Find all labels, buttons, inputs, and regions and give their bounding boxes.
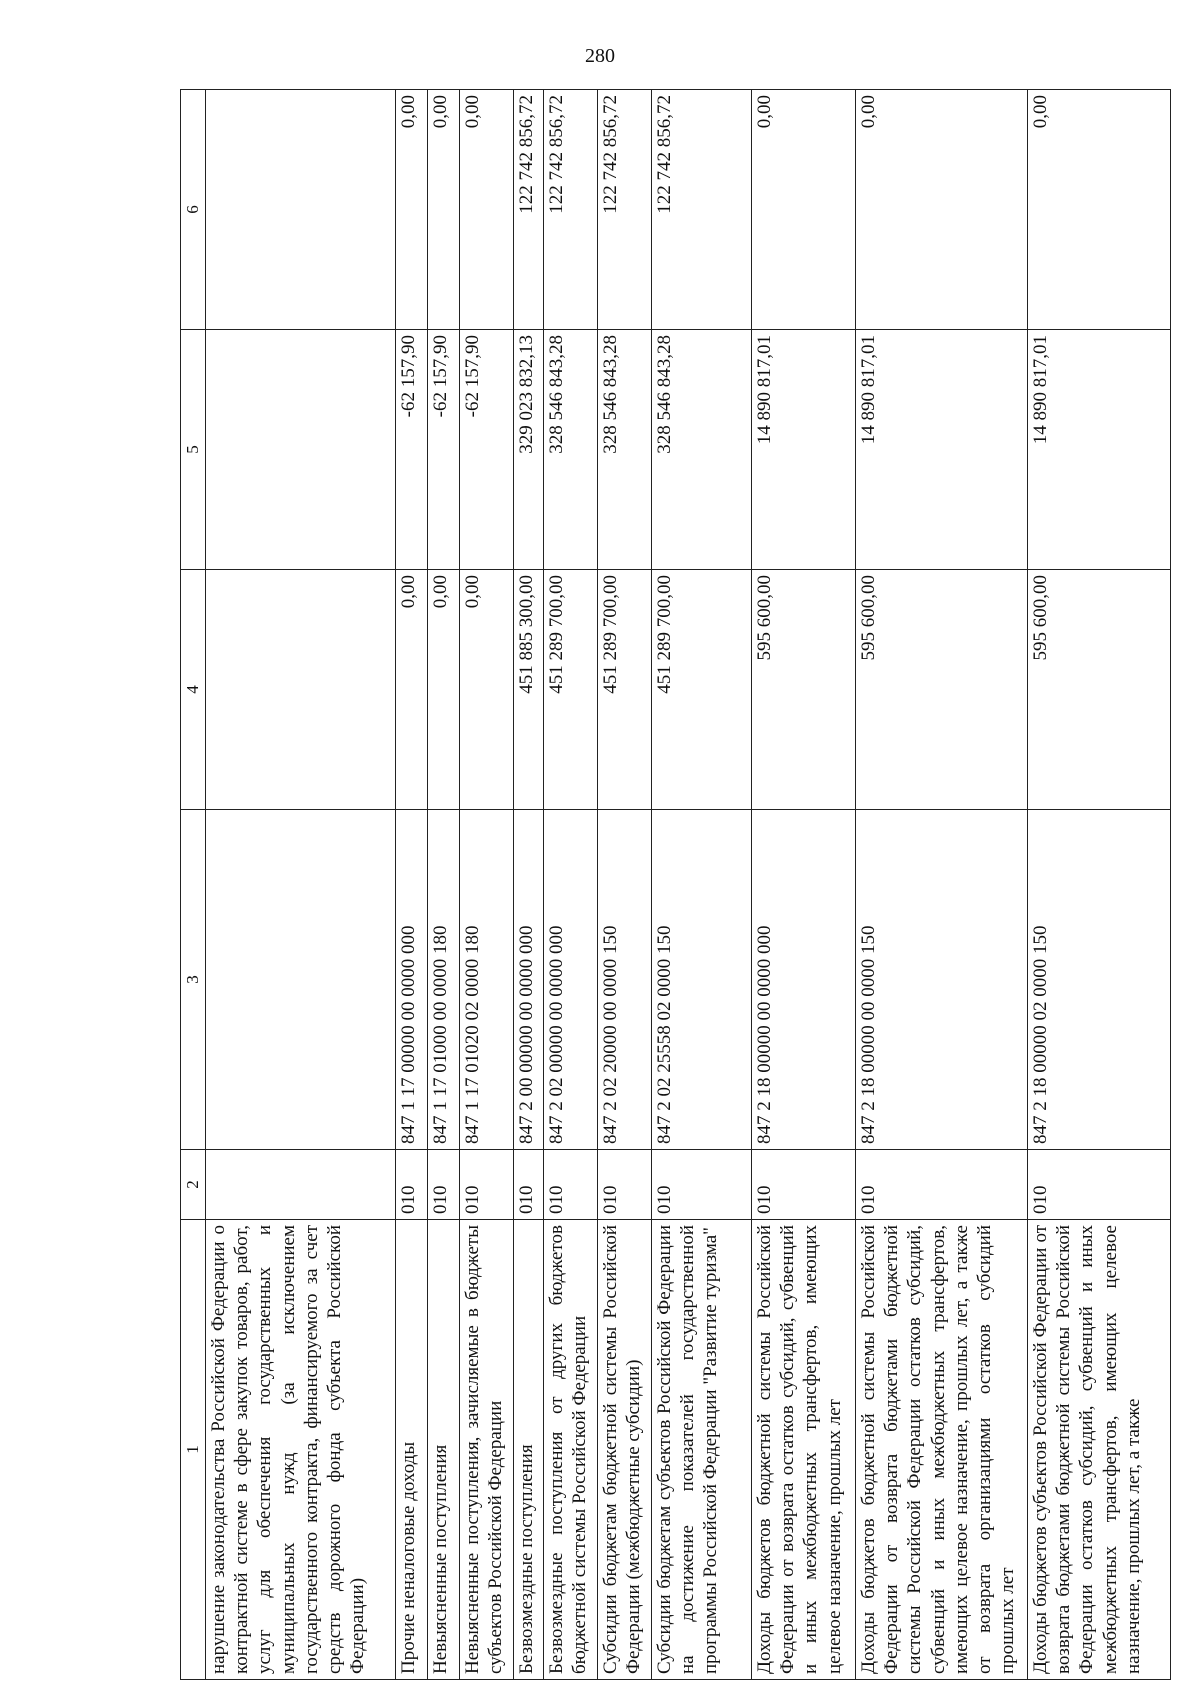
row-col4: 451 289 700,00 — [544, 570, 598, 810]
row-col4: 595 600,00 — [1028, 570, 1171, 810]
row-name: Доходы бюджетов бюджетной системы Российской Федерации от возврата бюджетами бюджетной системы Российской Федерации остатков субсидий, субвенций и иных межбюджетных трансфертов, имеющих целевое назначение, прошлых лет, а также от возврата организациями остатков субсидий прошлых лет — [856, 1220, 1028, 1680]
row-name: Субсидии бюджетам субъектов Российской Федерации на достижение показателей государственной программы Российской Федерации "Развитие туризма" — [652, 1220, 752, 1680]
row-code: 010 — [752, 1150, 856, 1220]
row-col5: 14 890 817,01 — [856, 330, 1028, 570]
row-name: Прочие неналоговые доходы — [396, 1220, 428, 1680]
row-code: 010 — [428, 1150, 460, 1220]
row-col6: 0,00 — [856, 90, 1028, 330]
row-kbk: 847 2 02 25558 02 0000 150 — [652, 810, 752, 1150]
row-col5: -62 157,90 — [428, 330, 460, 570]
table-row — [428, 90, 460, 1680]
row-code: 010 — [652, 1150, 752, 1220]
row-col4: 595 600,00 — [856, 570, 1028, 810]
header-col-3: 3 — [181, 810, 206, 1150]
row-name: Невыясненные поступления — [428, 1220, 460, 1680]
table-row — [856, 90, 1028, 1680]
row-col5: -62 157,90 — [396, 330, 428, 570]
row-col4: 0,00 — [460, 570, 514, 810]
header-col-2: 2 — [181, 1150, 206, 1220]
row-name: Доходы бюджетов бюджетной системы Российской Федерации от возврата остатков субсидий, субвенций и иных межбюджетных трансфертов, имеющих целевое назначение, прошлых лет — [752, 1220, 856, 1680]
header-col-5: 5 — [181, 330, 206, 570]
table-row — [514, 90, 544, 1680]
row-col6: 0,00 — [428, 90, 460, 330]
row-name: Субсидии бюджетам бюджетной системы Российской Федерации (межбюджетные субсидии) — [598, 1220, 652, 1680]
header-row — [181, 90, 206, 1680]
row-col6: 0,00 — [396, 90, 428, 330]
row-code: 010 — [514, 1150, 544, 1220]
row-code: 010 — [396, 1150, 428, 1220]
row-col6: 122 742 856,72 — [598, 90, 652, 330]
row-col5: -62 157,90 — [460, 330, 514, 570]
row-col6: 122 742 856,72 — [514, 90, 544, 330]
row-kbk: 847 2 18 00000 00 0000 000 — [752, 810, 856, 1150]
row-col5 — [206, 330, 396, 570]
row-name: Доходы бюджетов субъектов Российской Федерации от возврата бюджетами бюджетной системы Российской Федерации остатков субсидий, субвенций и иных межбюджетных трансфертов, имеющих целевое назначение, прошлых лет, а также — [1028, 1220, 1171, 1680]
table-row — [752, 90, 856, 1680]
row-name: нарушение законодательства Российской Федерации о контрактной системе в сфере закупок товаров, работ, услуг для обеспечения государственных и муниципальных нужд (за исключением государственного контракта, финансируемого за счет средств дорожного фонда субъекта Российской Федерации) — [206, 1220, 396, 1680]
row-code — [206, 1150, 396, 1220]
page-number: 280 — [585, 45, 615, 67]
row-code: 010 — [1028, 1150, 1171, 1220]
row-kbk: 847 1 17 00000 00 0000 000 — [396, 810, 428, 1150]
header-col-4: 4 — [181, 570, 206, 810]
table-row — [598, 90, 652, 1680]
row-col5: 14 890 817,01 — [752, 330, 856, 570]
header-col-1: 1 — [181, 1220, 206, 1680]
row-kbk: 847 2 18 00000 02 0000 150 — [1028, 810, 1171, 1150]
row-col6: 122 742 856,72 — [652, 90, 752, 330]
rotated-table-container — [180, 90, 1144, 1680]
header-col-6: 6 — [181, 90, 206, 330]
row-kbk: 847 2 02 20000 00 0000 150 — [598, 810, 652, 1150]
row-col6: 0,00 — [752, 90, 856, 330]
row-kbk: 847 1 17 01000 00 0000 180 — [428, 810, 460, 1150]
row-col5: 14 890 817,01 — [1028, 330, 1171, 570]
row-col4: 451 289 700,00 — [652, 570, 752, 810]
row-col4 — [206, 570, 396, 810]
row-code: 010 — [544, 1150, 598, 1220]
table-row — [206, 90, 396, 1680]
row-col6 — [206, 90, 396, 330]
row-name: Безвозмездные поступления — [514, 1220, 544, 1680]
table-row — [652, 90, 752, 1680]
row-kbk: 847 2 02 00000 00 0000 000 — [544, 810, 598, 1150]
row-kbk: 847 2 00 00000 00 0000 000 — [514, 810, 544, 1150]
row-col4: 0,00 — [396, 570, 428, 810]
row-code: 010 — [598, 1150, 652, 1220]
revenue-table — [180, 89, 1171, 1680]
row-col5: 328 546 843,28 — [544, 330, 598, 570]
row-col4: 451 289 700,00 — [598, 570, 652, 810]
table-row — [396, 90, 428, 1680]
table-row — [460, 90, 514, 1680]
row-col4: 595 600,00 — [752, 570, 856, 810]
row-col5: 328 546 843,28 — [652, 330, 752, 570]
row-kbk: 847 2 18 00000 00 0000 150 — [856, 810, 1028, 1150]
row-code: 010 — [460, 1150, 514, 1220]
row-name: Безвозмездные поступления от других бюджетов бюджетной системы Российской Федерации — [544, 1220, 598, 1680]
row-col5: 328 546 843,28 — [598, 330, 652, 570]
row-col6: 0,00 — [460, 90, 514, 330]
row-col5: 329 023 832,13 — [514, 330, 544, 570]
table-row — [1028, 90, 1171, 1680]
row-kbk: 847 1 17 01020 02 0000 180 — [460, 810, 514, 1150]
table-row — [544, 90, 598, 1680]
row-col6: 0,00 — [1028, 90, 1171, 330]
row-code: 010 — [856, 1150, 1028, 1220]
row-kbk — [206, 810, 396, 1150]
row-name: Невыясненные поступления, зачисляемые в бюджеты субъектов Российской Федерации — [460, 1220, 514, 1680]
row-col4: 451 885 300,00 — [514, 570, 544, 810]
row-col6: 122 742 856,72 — [544, 90, 598, 330]
row-col4: 0,00 — [428, 570, 460, 810]
